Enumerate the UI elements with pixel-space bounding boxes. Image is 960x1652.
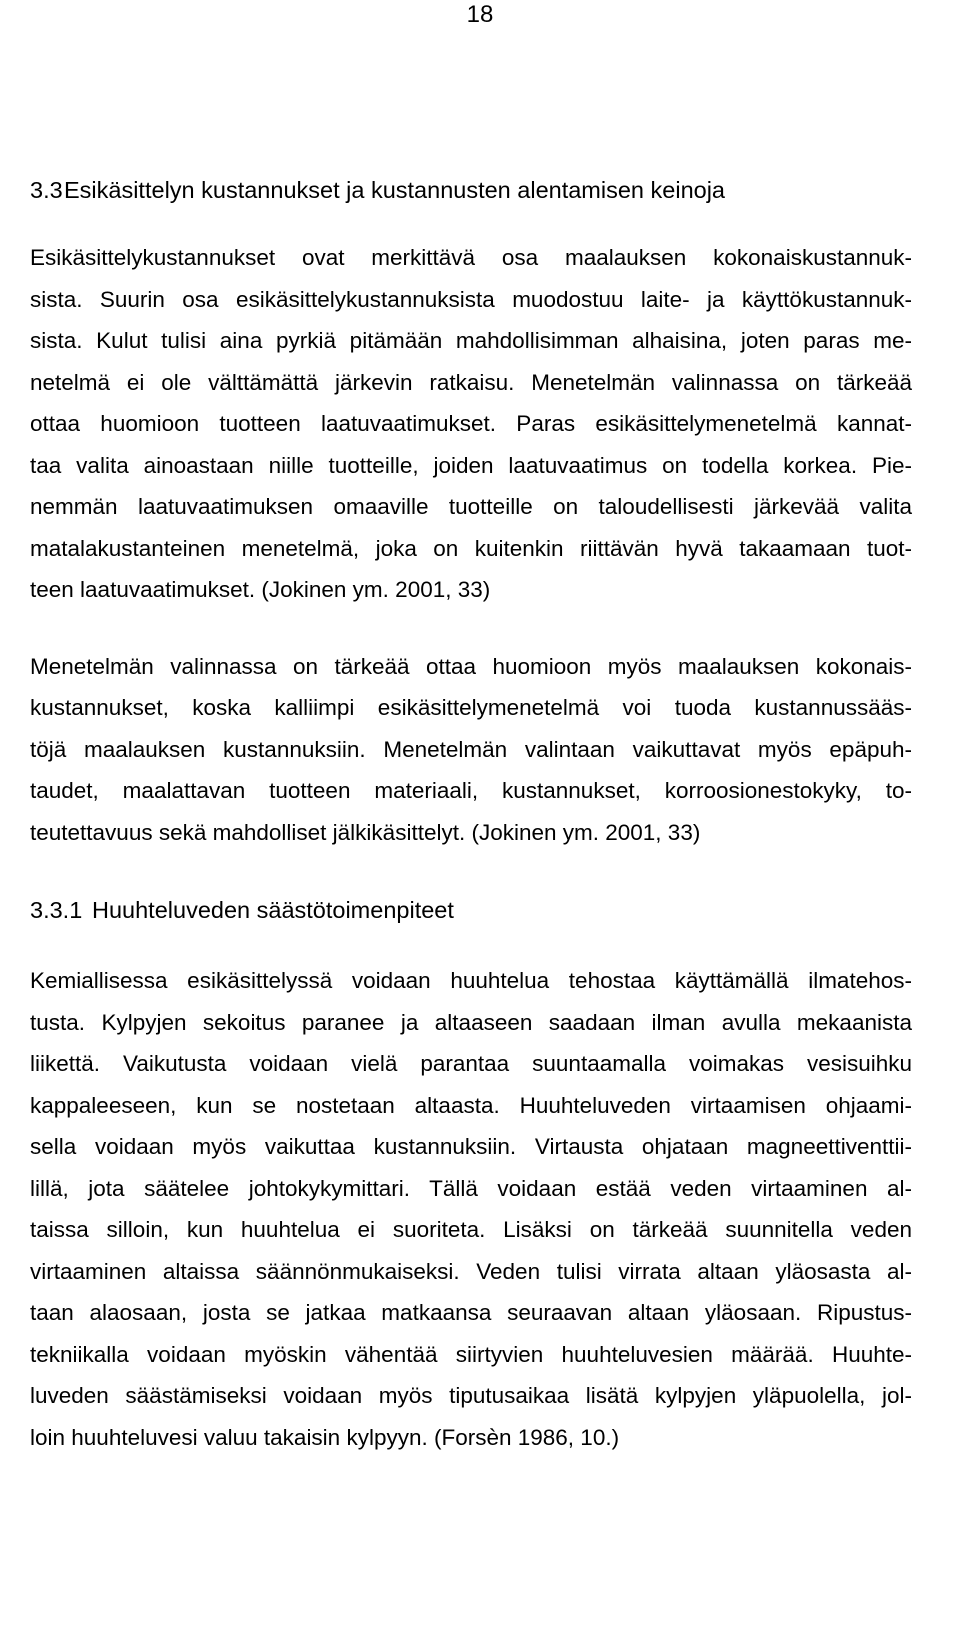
subsection-heading (30, 890, 912, 930)
page-number: 18 (466, 1, 494, 28)
text-line: tekniikalla voidaan myöskin vähentää siirtyvien huuhteluvesien määrää. Huuhte- (30, 1341, 912, 1367)
text-line: luveden säästämiseksi voidaan myös tiputusaikaa lisätä kylpyjen yläpuolella, jol- (30, 1383, 912, 1408)
text-line: sista. Kulut tulisi aina pyrkiä pitämään mahdollisimman alhaisina, joten paras me- (30, 328, 912, 353)
text-line: liikettä. Vaikutusta voidaan vielä parantaa suuntaamalla voimakas vesisuihku (30, 1051, 912, 1076)
paragraph-costs (30, 237, 912, 611)
text-line: matalakustanteinen menetelmä, joka on kuitenkin riittävän hyvä takaamaan tuot- (30, 535, 912, 561)
text-line: teen laatuvaatimukset. (Jokinen ym. 2001, 33) (30, 577, 491, 602)
paragraph-rinse-water (30, 960, 912, 1458)
text-line: tusta. Kylpyjen sekoitus paranee ja altaaseen saadaan ilman avulla mekaanista (30, 1009, 912, 1035)
paragraph-method-selection (30, 646, 912, 854)
text-line: sista. Suurin osa esikäsittelykustannuksista muodostuu laite- ja käyttökustannuk- (30, 286, 912, 312)
text-line: töjä maalauksen kustannuksiin. Menetelmän valintaan vaikuttavat myös epäpuh- (30, 736, 912, 762)
text-line: nemmän laatuvaatimuksen omaaville tuotteille on taloudellisesti järkevää valita (30, 494, 912, 519)
text-line: Menetelmän valinnassa on tärkeää ottaa huomioon myös maalauksen kokonais- (30, 653, 912, 679)
text-line: Esikäsittelykustannukset ovat merkittävä osa maalauksen kokonaiskustannuk- (30, 245, 912, 270)
text-line: sella voidaan myös vaikuttaa kustannuksiin. Virtausta ohjataan magneettiventtii- (30, 1134, 912, 1159)
section-number: 3.3 (30, 177, 63, 203)
text-line: taudet, maalattavan tuotteen materiaali, kustannukset, korroosionestokyky, to- (30, 778, 912, 803)
document-body (30, 170, 912, 1458)
subsection-title: Huuhteluveden säästötoimenpiteet (92, 897, 454, 923)
section-heading (30, 170, 912, 210)
text-line: lillä, jota säätelee johtokykymittari. Tällä voidaan estää veden virtaaminen al- (30, 1175, 912, 1201)
text-line: teutettavuus sekä mahdolliset jälkikäsittelyt. (Jokinen ym. 2001, 33) (30, 819, 701, 845)
text-line: netelmä ei ole välttämättä järkevin ratkaisu. Menetelmän valinnassa on tärkeää (30, 369, 912, 395)
text-line: ottaa huomioon tuotteen laatuvaatimukset. Paras esikäsittelymenetelmä kannat- (30, 411, 912, 436)
text-line: kappaleeseen, kun se nostetaan altaasta. Huuhteluveden virtaamisen ohjaami- (30, 1092, 912, 1118)
text-line: loin huuhteluvesi valuu takaisin kylpyyn. (Forsèn 1986, 10.) (30, 1424, 620, 1450)
text-line: Kemiallisessa esikäsittelyssä voidaan huuhtelua tehostaa käyttämällä ilmatehos- (30, 968, 912, 993)
section-title: Esikäsittelyn kustannukset ja kustannusten alentamisen keinoja (64, 177, 725, 203)
text-line: kustannukset, koska kalliimpi esikäsittelymenetelmä voi tuoda kustannussääs- (30, 695, 912, 720)
text-line: taissa silloin, kun huuhtelua ei suoriteta. Lisäksi on tärkeää suunnitella veden (30, 1217, 912, 1242)
text-line: taan alaosaan, josta se jatkaa matkaansa seuraavan altaan yläosaan. Ripustus- (30, 1300, 912, 1325)
text-line: taa valita ainoastaan niille tuotteille, joiden laatuvaatimus on todella korkea. Pie- (30, 452, 912, 478)
text-line: virtaaminen altaissa säännönmukaiseksi. Veden tulisi virrata altaan yläosasta al- (30, 1258, 912, 1284)
subsection-number: 3.3.1 (30, 897, 83, 923)
